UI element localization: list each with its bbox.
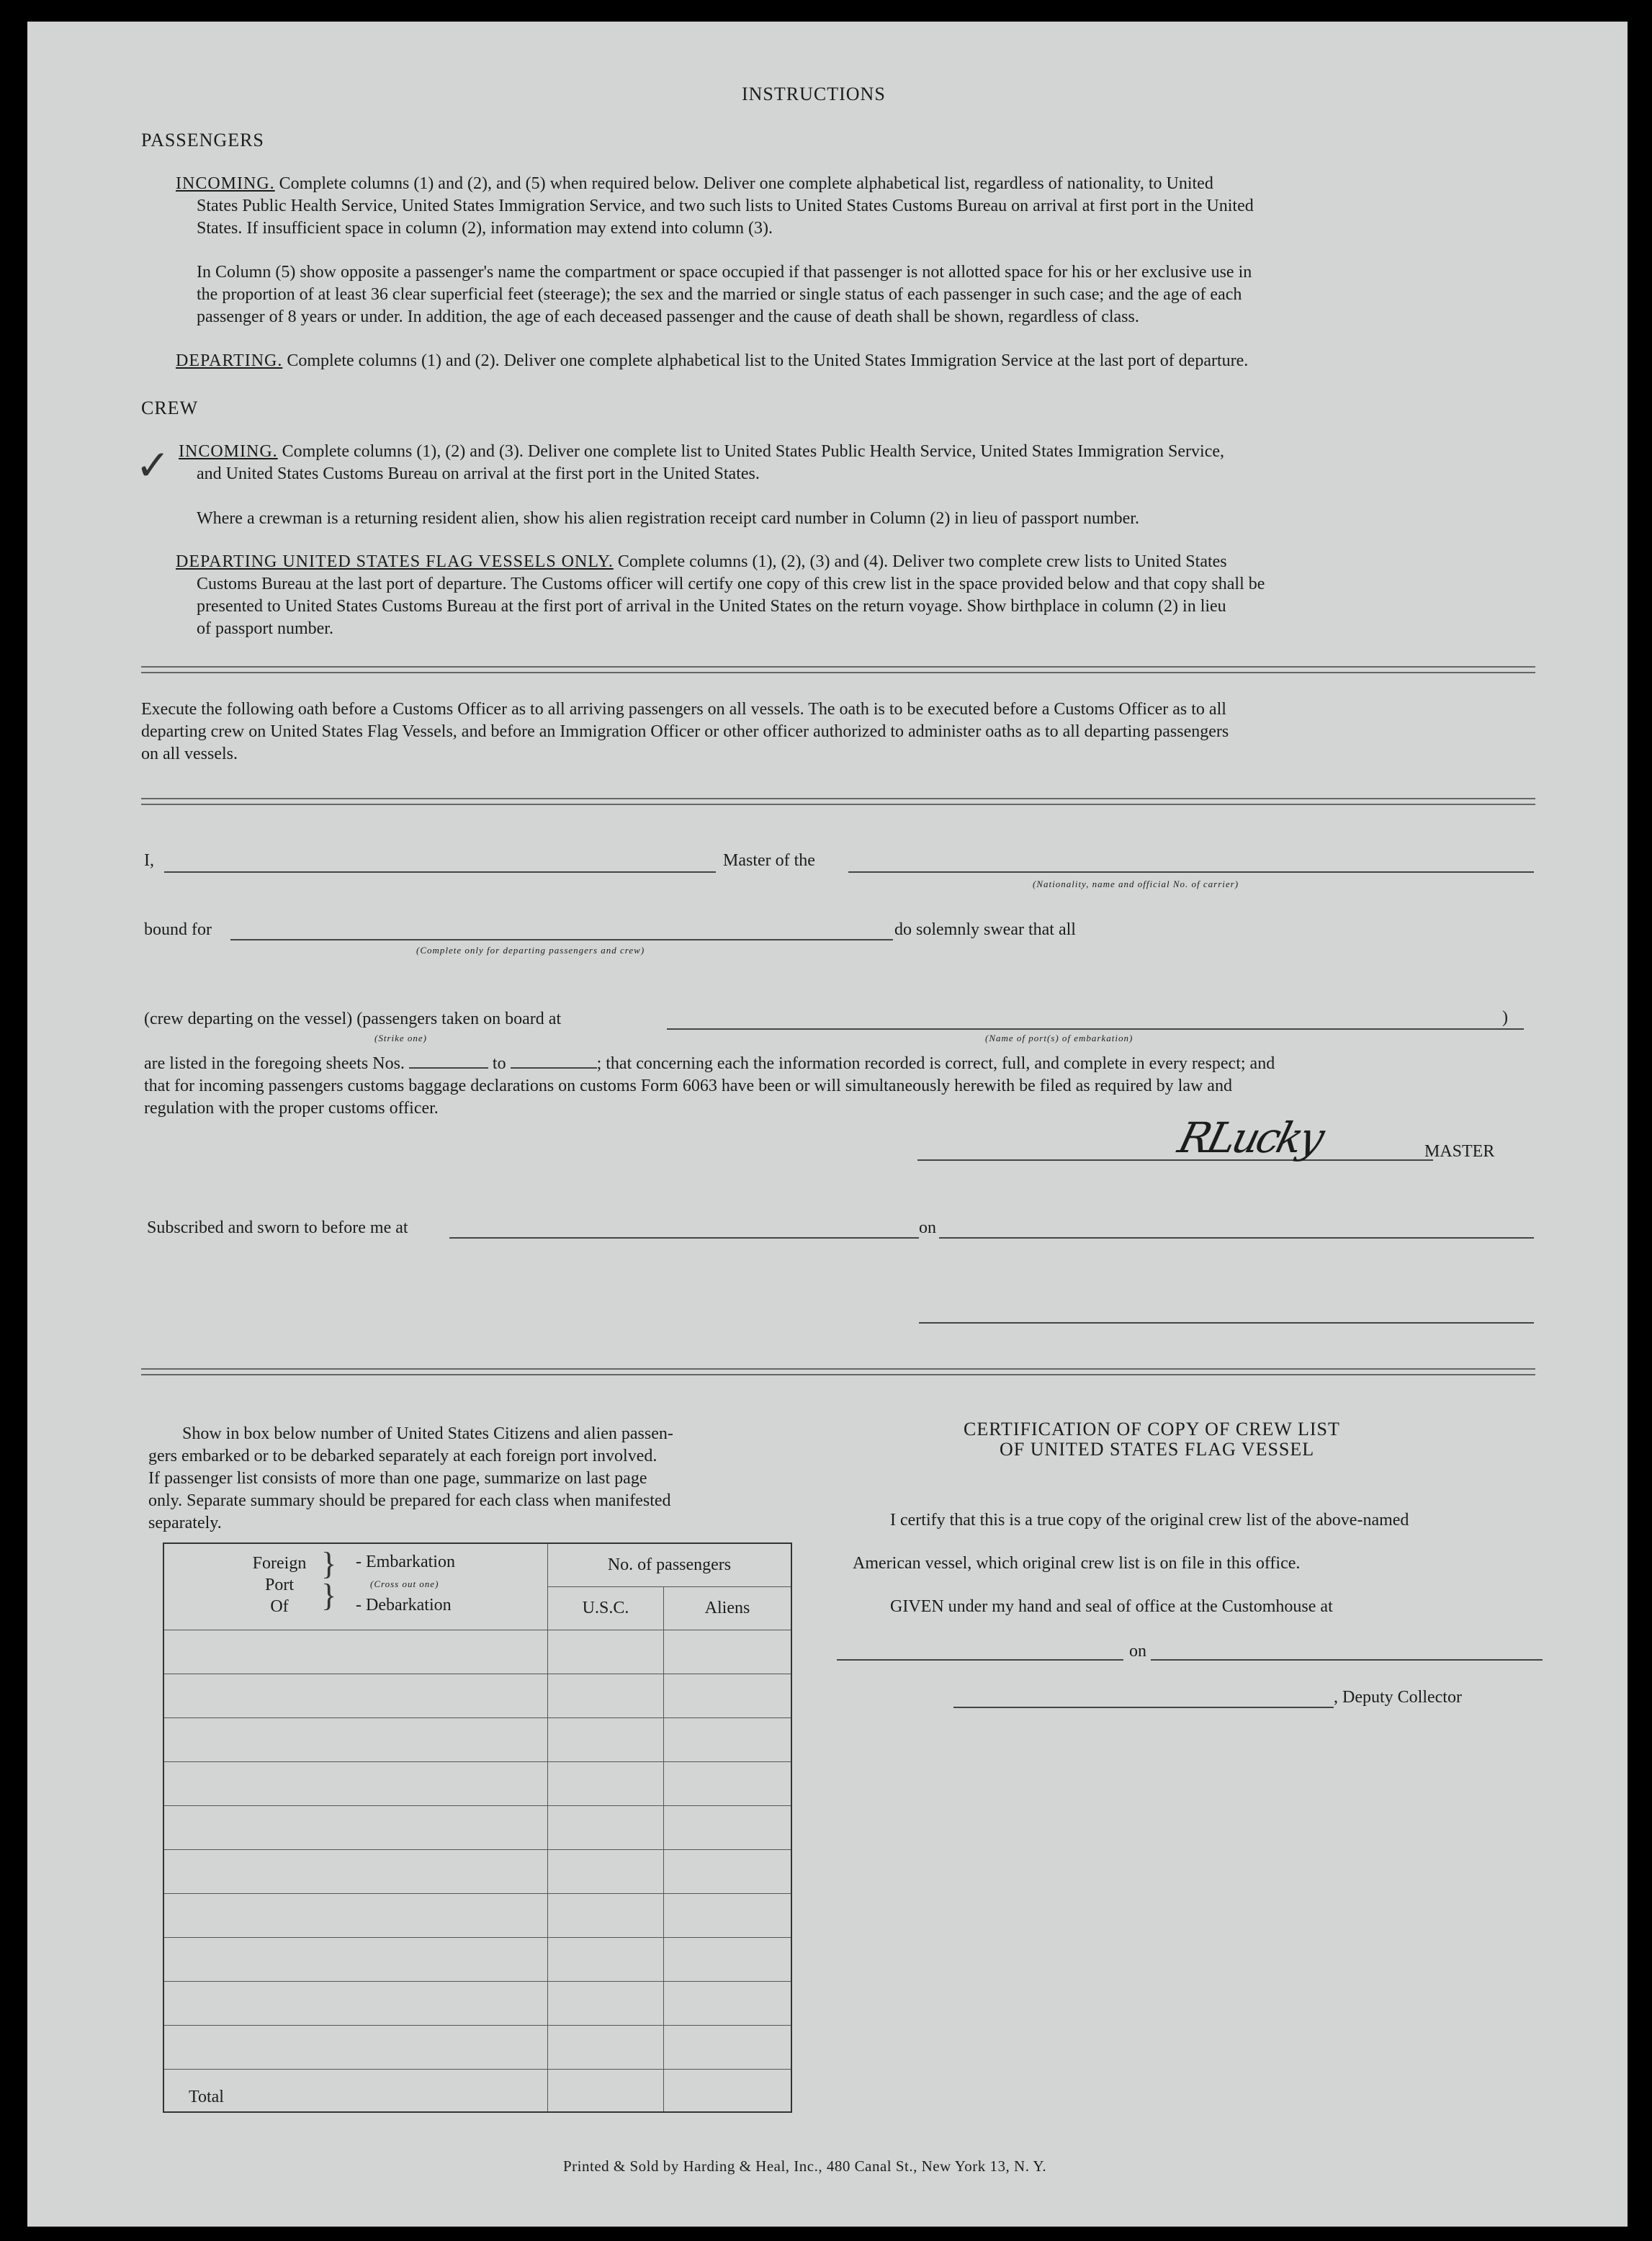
brace-icon: } (321, 1546, 337, 1581)
passengers-col5-line2: the proportion of at least 36 clear superficial feet (steerage); the sex and the married or single status of each passenger in such case; and the age of each (197, 285, 1242, 304)
aliens-total-cell[interactable] (664, 2069, 792, 2112)
certification-date-field[interactable] (1151, 1659, 1543, 1661)
aliens-cell[interactable] (664, 2025, 792, 2069)
section-divider (141, 666, 1535, 673)
table-row (163, 1893, 791, 1937)
port-caption: (Name of port(s) of embarkation) (985, 1033, 1133, 1043)
crew-incoming-line2: and United States Customs Bureau on arrival at the first port in the United States. (197, 464, 760, 483)
listed-post: ; that concerning each the information recorded is correct, full, and complete in every respect; and (596, 1054, 1275, 1073)
summary-intro-line4: only. Separate summary should be prepared for each class when manifested (148, 1491, 671, 1510)
table-row (163, 2025, 791, 2069)
summary-intro-line1: Show in box below number of United States Citizens and alien passen- (182, 1424, 673, 1443)
usc-cell[interactable] (548, 1849, 664, 1893)
subscribed-date-field[interactable] (939, 1237, 1534, 1239)
master-name-field[interactable] (164, 871, 716, 873)
passenger-summary-table (163, 1542, 792, 2113)
port-cell[interactable] (163, 1630, 548, 1674)
usc-cell[interactable] (548, 1805, 664, 1849)
embarkation-label: - Embarkation (356, 1553, 455, 1571)
aliens-header: Aliens (664, 1586, 792, 1630)
debarkation-label: - Debarkation (356, 1596, 452, 1614)
crew-departing-line3: presented to United States Customs Bureau at the first port of arrival in the United States on the return voyage. Show birthplace in column (2) in lieu (197, 597, 1226, 616)
usc-header: U.S.C. (548, 1586, 664, 1630)
usc-cell[interactable] (548, 1717, 664, 1761)
port-cell[interactable] (163, 1674, 548, 1717)
port-cell[interactable] (163, 1893, 548, 1937)
total-label: Total (163, 2069, 548, 2112)
total-row (163, 2069, 791, 2112)
swear-label: do solemnly swear that all (894, 920, 1076, 939)
port-cell[interactable] (163, 1717, 548, 1761)
customhouse-field[interactable] (837, 1659, 1123, 1661)
nationality-caption: (Nationality, name and official No. of carrier) (1033, 879, 1239, 889)
embarkation-port-field[interactable] (667, 1028, 1524, 1030)
port-cell[interactable] (163, 1981, 548, 2025)
crew-departing-line1 (176, 551, 1227, 573)
summary-intro-line3: If passenger list consists of more than one page, summarize on last page (148, 1469, 647, 1488)
strike-caption: (Strike one) (374, 1033, 428, 1043)
crew-alien-text: Where a crewman is a returning resident alien, show his alien registration receipt card number in Column (2) in lieu of passport number. (197, 509, 1139, 528)
of-label: Of (270, 1597, 289, 1616)
listed-pre: are listed in the foregoing sheets Nos. (144, 1054, 405, 1073)
port-cell[interactable] (163, 2025, 548, 2069)
page-title: INSTRUCTIONS (742, 84, 886, 104)
table-row (163, 1717, 791, 1761)
certification-line1: I certify that this is a true copy of the original crew list of the above-named (890, 1511, 1409, 1530)
summary-intro-line5: separately. (148, 1514, 222, 1532)
master-of-label: Master of the (723, 851, 815, 870)
port-header-cell (163, 1543, 548, 1630)
printer-footer: Printed & Sold by Harding & Heal, Inc., 480 Canal St., New York 13, N. Y. (563, 2157, 1047, 2175)
crew-incoming-label: INCOMING. (179, 442, 278, 461)
crew-departing-text: Complete columns (1), (2), (3) and (4). Deliver two complete crew lists to United States (617, 552, 1227, 571)
listed-line (144, 1053, 1275, 1075)
aliens-cell[interactable] (664, 1849, 792, 1893)
passengers-heading: PASSENGERS (141, 130, 264, 151)
oath-intro-line1: Execute the following oath before a Customs Officer as to all arriving passengers on all vessels. The oath is to be executed before a Customs Officer as to all (141, 700, 1226, 719)
sheet-to-field[interactable] (511, 1066, 597, 1069)
crew-incoming-text: Complete columns (1), (2) and (3). Deliver one complete list to United States Public Health Service, United States Immigration Service, (282, 442, 1225, 461)
deputy-collector-label: , Deputy Collector (1334, 1688, 1462, 1707)
passengers-incoming-label: INCOMING. (176, 174, 275, 193)
certification-line3: GIVEN under my hand and seal of office at the Customhouse at (890, 1597, 1333, 1616)
officer-signature-line[interactable] (919, 1322, 1534, 1324)
passengers-departing-label: DEPARTING. (176, 351, 283, 370)
section-divider (141, 1368, 1535, 1375)
usc-total-cell[interactable] (548, 2069, 664, 2112)
oath-line2: that for incoming passengers customs baggage declarations on customs Form 6063 have been or will simultaneously herewith be filed as required by law and (144, 1077, 1232, 1095)
complete-caption: (Complete only for departing passengers and crew) (416, 945, 645, 956)
crew-heading: CREW (141, 398, 199, 418)
vessel-field[interactable] (848, 871, 1534, 873)
table-row (163, 1630, 791, 1674)
usc-cell[interactable] (548, 1630, 664, 1674)
close-paren: ) (1502, 1008, 1508, 1027)
passengers-incoming-line2: States Public Health Service, United States Immigration Service, and two such lists to United States Customs Bureau on arrival at first port in the United (197, 197, 1254, 215)
usc-cell[interactable] (548, 1893, 664, 1937)
table-row (163, 1981, 791, 2025)
summary-intro-line2: gers embarked or to be debarked separately at each foreign port involved. (148, 1447, 657, 1465)
crew-departing-line4: of passport number. (197, 619, 333, 638)
subscribed-place-field[interactable] (449, 1237, 919, 1239)
aliens-cell[interactable] (664, 1893, 792, 1937)
cross-out-caption: (Cross out one) (370, 1578, 439, 1589)
aliens-cell[interactable] (664, 1937, 792, 1981)
passengers-departing (176, 350, 1248, 372)
aliens-cell[interactable] (664, 1761, 792, 1805)
certification-title-line2: OF UNITED STATES FLAG VESSEL (1000, 1439, 1315, 1460)
aliens-cell[interactable] (664, 1717, 792, 1761)
table-row (163, 1805, 791, 1849)
passengers-incoming-text: Complete columns (1) and (2), and (5) when required below. Deliver one complete alphabetical list, regardless of nationality, to United (279, 174, 1213, 193)
usc-cell[interactable] (548, 2025, 664, 2069)
document-page (27, 22, 1628, 2227)
passengers-departing-text: Complete columns (1) and (2). Deliver one complete alphabetical list to the United States Immigration Service at the last port of departure. (287, 351, 1249, 370)
section-divider (141, 798, 1535, 805)
certification-on-label: on (1129, 1642, 1146, 1661)
passengers-col5-line1: In Column (5) show opposite a passenger's name the compartment or space occupied if that passenger is not allotted space for his or her exclusive use in (197, 263, 1252, 282)
crew-incoming-line1 (179, 441, 1224, 463)
oath-intro-line3: on all vessels. (141, 745, 238, 763)
usc-cell[interactable] (548, 1981, 664, 2025)
crew-departing-line2: Customs Bureau at the last port of departure. The Customs officer will certify one copy of this crew list in the space provided below and that copy shall be (197, 575, 1265, 593)
bound-for-label: bound for (144, 920, 212, 939)
crew-departing-label: DEPARTING UNITED STATES FLAG VESSELS ONLY. (176, 552, 614, 571)
aliens-cell[interactable] (664, 1805, 792, 1849)
bound-for-field[interactable] (230, 939, 893, 940)
usc-cell[interactable] (548, 1674, 664, 1717)
check-mark-icon: ✓ (135, 442, 171, 489)
port-cell[interactable] (163, 1805, 548, 1849)
usc-cell[interactable] (548, 1761, 664, 1805)
oath-line3: regulation with the proper customs officer. (144, 1099, 439, 1118)
aliens-cell[interactable] (664, 1630, 792, 1674)
port-cell[interactable] (163, 1761, 548, 1805)
master-signature: RLucky (1173, 1113, 1327, 1162)
foreign-label: Foreign (252, 1554, 307, 1573)
port-label: Port (264, 1576, 294, 1594)
oath-intro-line2: departing crew on United States Flag Vessels, and before an Immigration Officer or other officer authorized to administer oaths as to all departing passengers (141, 722, 1229, 741)
table-row (163, 1761, 791, 1805)
subscribed-on-label: on (919, 1218, 936, 1237)
table-row (163, 1849, 791, 1893)
passengers-col5-line3: passenger of 8 years or under. In addition, the age of each deceased passenger and the cause of death shall be shown, regardless of class. (197, 307, 1139, 326)
port-cell[interactable] (163, 1849, 548, 1893)
brace-icon: } (321, 1578, 337, 1613)
crew-departing-label-line: (crew departing on the vessel) (passengers taken on board at (144, 1010, 562, 1028)
passengers-incoming-line1 (176, 173, 1532, 195)
aliens-cell[interactable] (664, 1981, 792, 2025)
table-row (163, 1674, 791, 1717)
no-of-passengers-header: No. of passengers (548, 1543, 792, 1586)
certification-line2: American vessel, which original crew list is on file in this office. (853, 1554, 1301, 1573)
certification-title-line1: CERTIFICATION OF COPY OF CREW LIST (964, 1419, 1340, 1440)
subscribed-label: Subscribed and sworn to before me at (147, 1218, 408, 1237)
oath-i-label: I, (144, 851, 154, 870)
listed-to: to (492, 1054, 506, 1073)
sheet-from-field[interactable] (409, 1066, 488, 1069)
aliens-cell[interactable] (664, 1674, 792, 1717)
passengers-incoming-line3: States. If insufficient space in column (2), information may extend into column (3). (197, 219, 773, 238)
port-cell[interactable] (163, 1937, 548, 1981)
deputy-collector-signature-line[interactable] (953, 1707, 1334, 1708)
master-label: MASTER (1424, 1142, 1495, 1161)
usc-cell[interactable] (548, 1937, 664, 1981)
table-row (163, 1937, 791, 1981)
